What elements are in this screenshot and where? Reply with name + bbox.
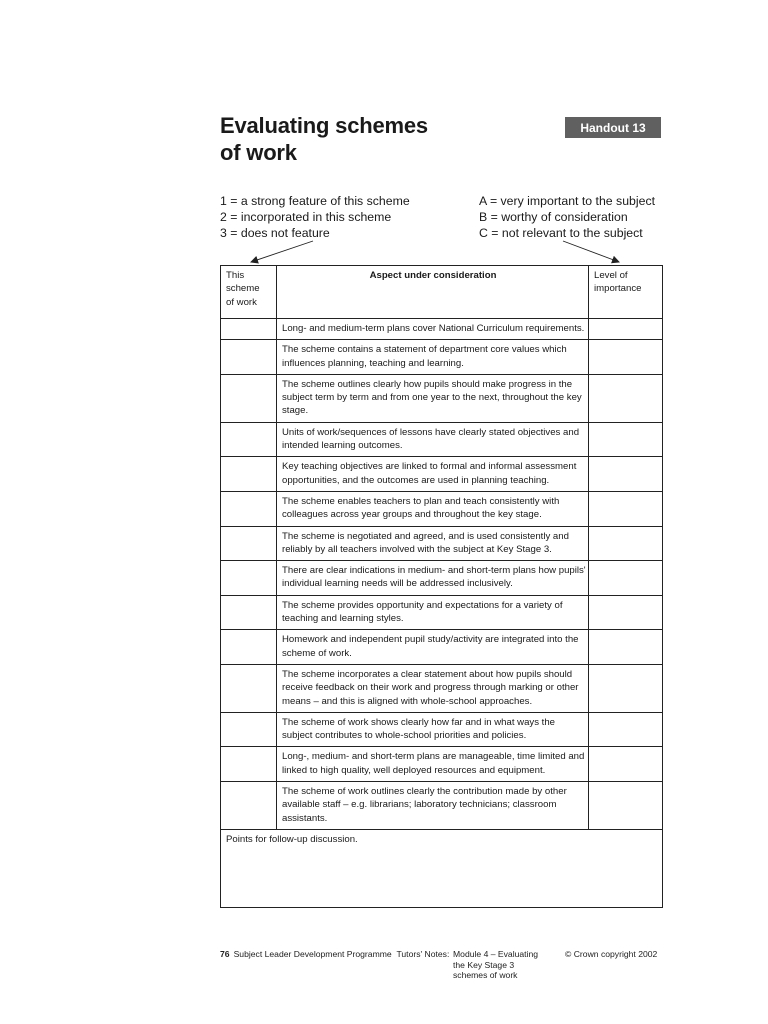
importance-cell[interactable] <box>589 561 663 596</box>
table-row <box>221 457 663 492</box>
legend-arrows <box>0 0 768 300</box>
rating-cell[interactable] <box>221 340 277 375</box>
legend-item: 2 = incorporated in this scheme <box>220 209 392 224</box>
table-row <box>221 422 663 457</box>
table-row <box>221 782 663 830</box>
rating-cell[interactable] <box>221 664 277 712</box>
table-row <box>221 595 663 630</box>
importance-cell[interactable] <box>589 664 663 712</box>
rating-cell[interactable] <box>221 595 277 630</box>
footer-copyright: © Crown copyright 2002 <box>565 949 658 959</box>
aspect-cell: The scheme of work shows clearly how far and in what ways the subject contributes to whole-school priorities and policies. <box>277 712 589 747</box>
importance-cell[interactable] <box>589 526 663 561</box>
handout-badge: Handout 13 <box>565 117 661 138</box>
importance-cell[interactable] <box>589 630 663 665</box>
table-row <box>221 340 663 375</box>
aspect-cell: The scheme incorporates a clear statement about how pupils should receive feedback on their work and progress through marking or other means – and this is aligned with whole-school approaches. <box>277 664 589 712</box>
footer-programme <box>220 949 449 960</box>
legend-item: C = not relevant to the subject <box>479 225 643 240</box>
followup-row <box>221 829 663 907</box>
importance-cell[interactable] <box>589 782 663 830</box>
programme-name: Subject Leader Development Programme <box>233 949 392 959</box>
aspect-cell: The scheme of work outlines clearly the contribution made by other available staff – e.g. librarians; laboratory technicians; classroom assistants. <box>277 782 589 830</box>
table-row <box>221 747 663 782</box>
aspect-cell: Long-, medium- and short-term plans are manageable, time limited and linked to high quality, well deployed resources and equipment. <box>277 747 589 782</box>
header-this-scheme: This scheme of work <box>221 266 277 319</box>
importance-cell[interactable] <box>589 319 663 340</box>
rating-cell[interactable] <box>221 630 277 665</box>
table-row <box>221 712 663 747</box>
table-row <box>221 630 663 665</box>
aspect-cell: There are clear indications in medium- and short-term plans how pupils' individual learning needs will be addressed inclusively. <box>277 561 589 596</box>
table-row <box>221 664 663 712</box>
aspect-cell: The scheme provides opportunity and expectations for a variety of teaching and learning styles. <box>277 595 589 630</box>
rating-cell[interactable] <box>221 782 277 830</box>
aspect-cell: Long- and medium-term plans cover National Curriculum requirements. <box>277 319 589 340</box>
header-level-of-importance: Level of importance <box>589 266 663 319</box>
rating-cell[interactable] <box>221 457 277 492</box>
importance-cell[interactable] <box>589 457 663 492</box>
legend-item: 3 = does not feature <box>220 225 330 240</box>
rating-cell[interactable] <box>221 712 277 747</box>
importance-cell[interactable] <box>589 491 663 526</box>
aspect-cell: Key teaching objectives are linked to formal and informal assessment opportunities, and the outcomes are used in planning teaching. <box>277 457 589 492</box>
rating-cell[interactable] <box>221 422 277 457</box>
tutors-notes-label: Tutors' Notes: <box>396 949 450 959</box>
importance-cell[interactable] <box>589 340 663 375</box>
rating-cell[interactable] <box>221 526 277 561</box>
importance-cell[interactable] <box>589 595 663 630</box>
importance-cell[interactable] <box>589 712 663 747</box>
aspect-cell: The scheme is negotiated and agreed, and is used consistently and reliably by all teachers involved with the subject at Key Stage 3. <box>277 526 589 561</box>
rating-cell[interactable] <box>221 319 277 340</box>
importance-cell[interactable] <box>589 422 663 457</box>
table-row <box>221 491 663 526</box>
legend-item: 1 = a strong feature of this scheme <box>220 194 410 208</box>
aspect-cell: Units of work/sequences of lessons have clearly stated objectives and intended learning outcomes. <box>277 422 589 457</box>
title-line-2: of work <box>220 140 297 165</box>
table-row <box>221 561 663 596</box>
table-row <box>221 374 663 422</box>
legend-item: B = worthy of consideration <box>479 209 628 224</box>
rating-cell[interactable] <box>221 747 277 782</box>
arrow-left-icon <box>251 241 313 262</box>
table-row <box>221 319 663 340</box>
header-aspect: Aspect under consideration <box>277 266 589 319</box>
aspect-cell: The scheme contains a statement of department core values which influences planning, teaching and learning. <box>277 340 589 375</box>
rating-cell[interactable] <box>221 561 277 596</box>
importance-cell[interactable] <box>589 374 663 422</box>
arrow-right-icon <box>563 241 619 262</box>
followup-discussion-cell[interactable]: Points for follow-up discussion. <box>221 829 663 907</box>
rating-cell[interactable] <box>221 374 277 422</box>
footer-module: Module 4 – Evaluating the Key Stage 3 schemes of work <box>453 949 539 980</box>
legend-item: A = very important to the subject <box>479 194 656 208</box>
rating-cell[interactable] <box>221 491 277 526</box>
page-number: 76 <box>220 949 230 959</box>
table-row <box>221 526 663 561</box>
aspect-cell: The scheme outlines clearly how pupils should make progress in the subject term by term and from one year to the next, throughout the key stage. <box>277 374 589 422</box>
aspect-cell: Homework and independent pupil study/activity are integrated into the scheme of work. <box>277 630 589 665</box>
table-header-row <box>221 266 663 319</box>
evaluation-table <box>220 265 663 908</box>
importance-cell[interactable] <box>589 747 663 782</box>
aspect-cell: The scheme enables teachers to plan and teach consistently with colleagues across year groups and throughout the key stage. <box>277 491 589 526</box>
title-line-1: Evaluating schemes <box>220 113 428 138</box>
